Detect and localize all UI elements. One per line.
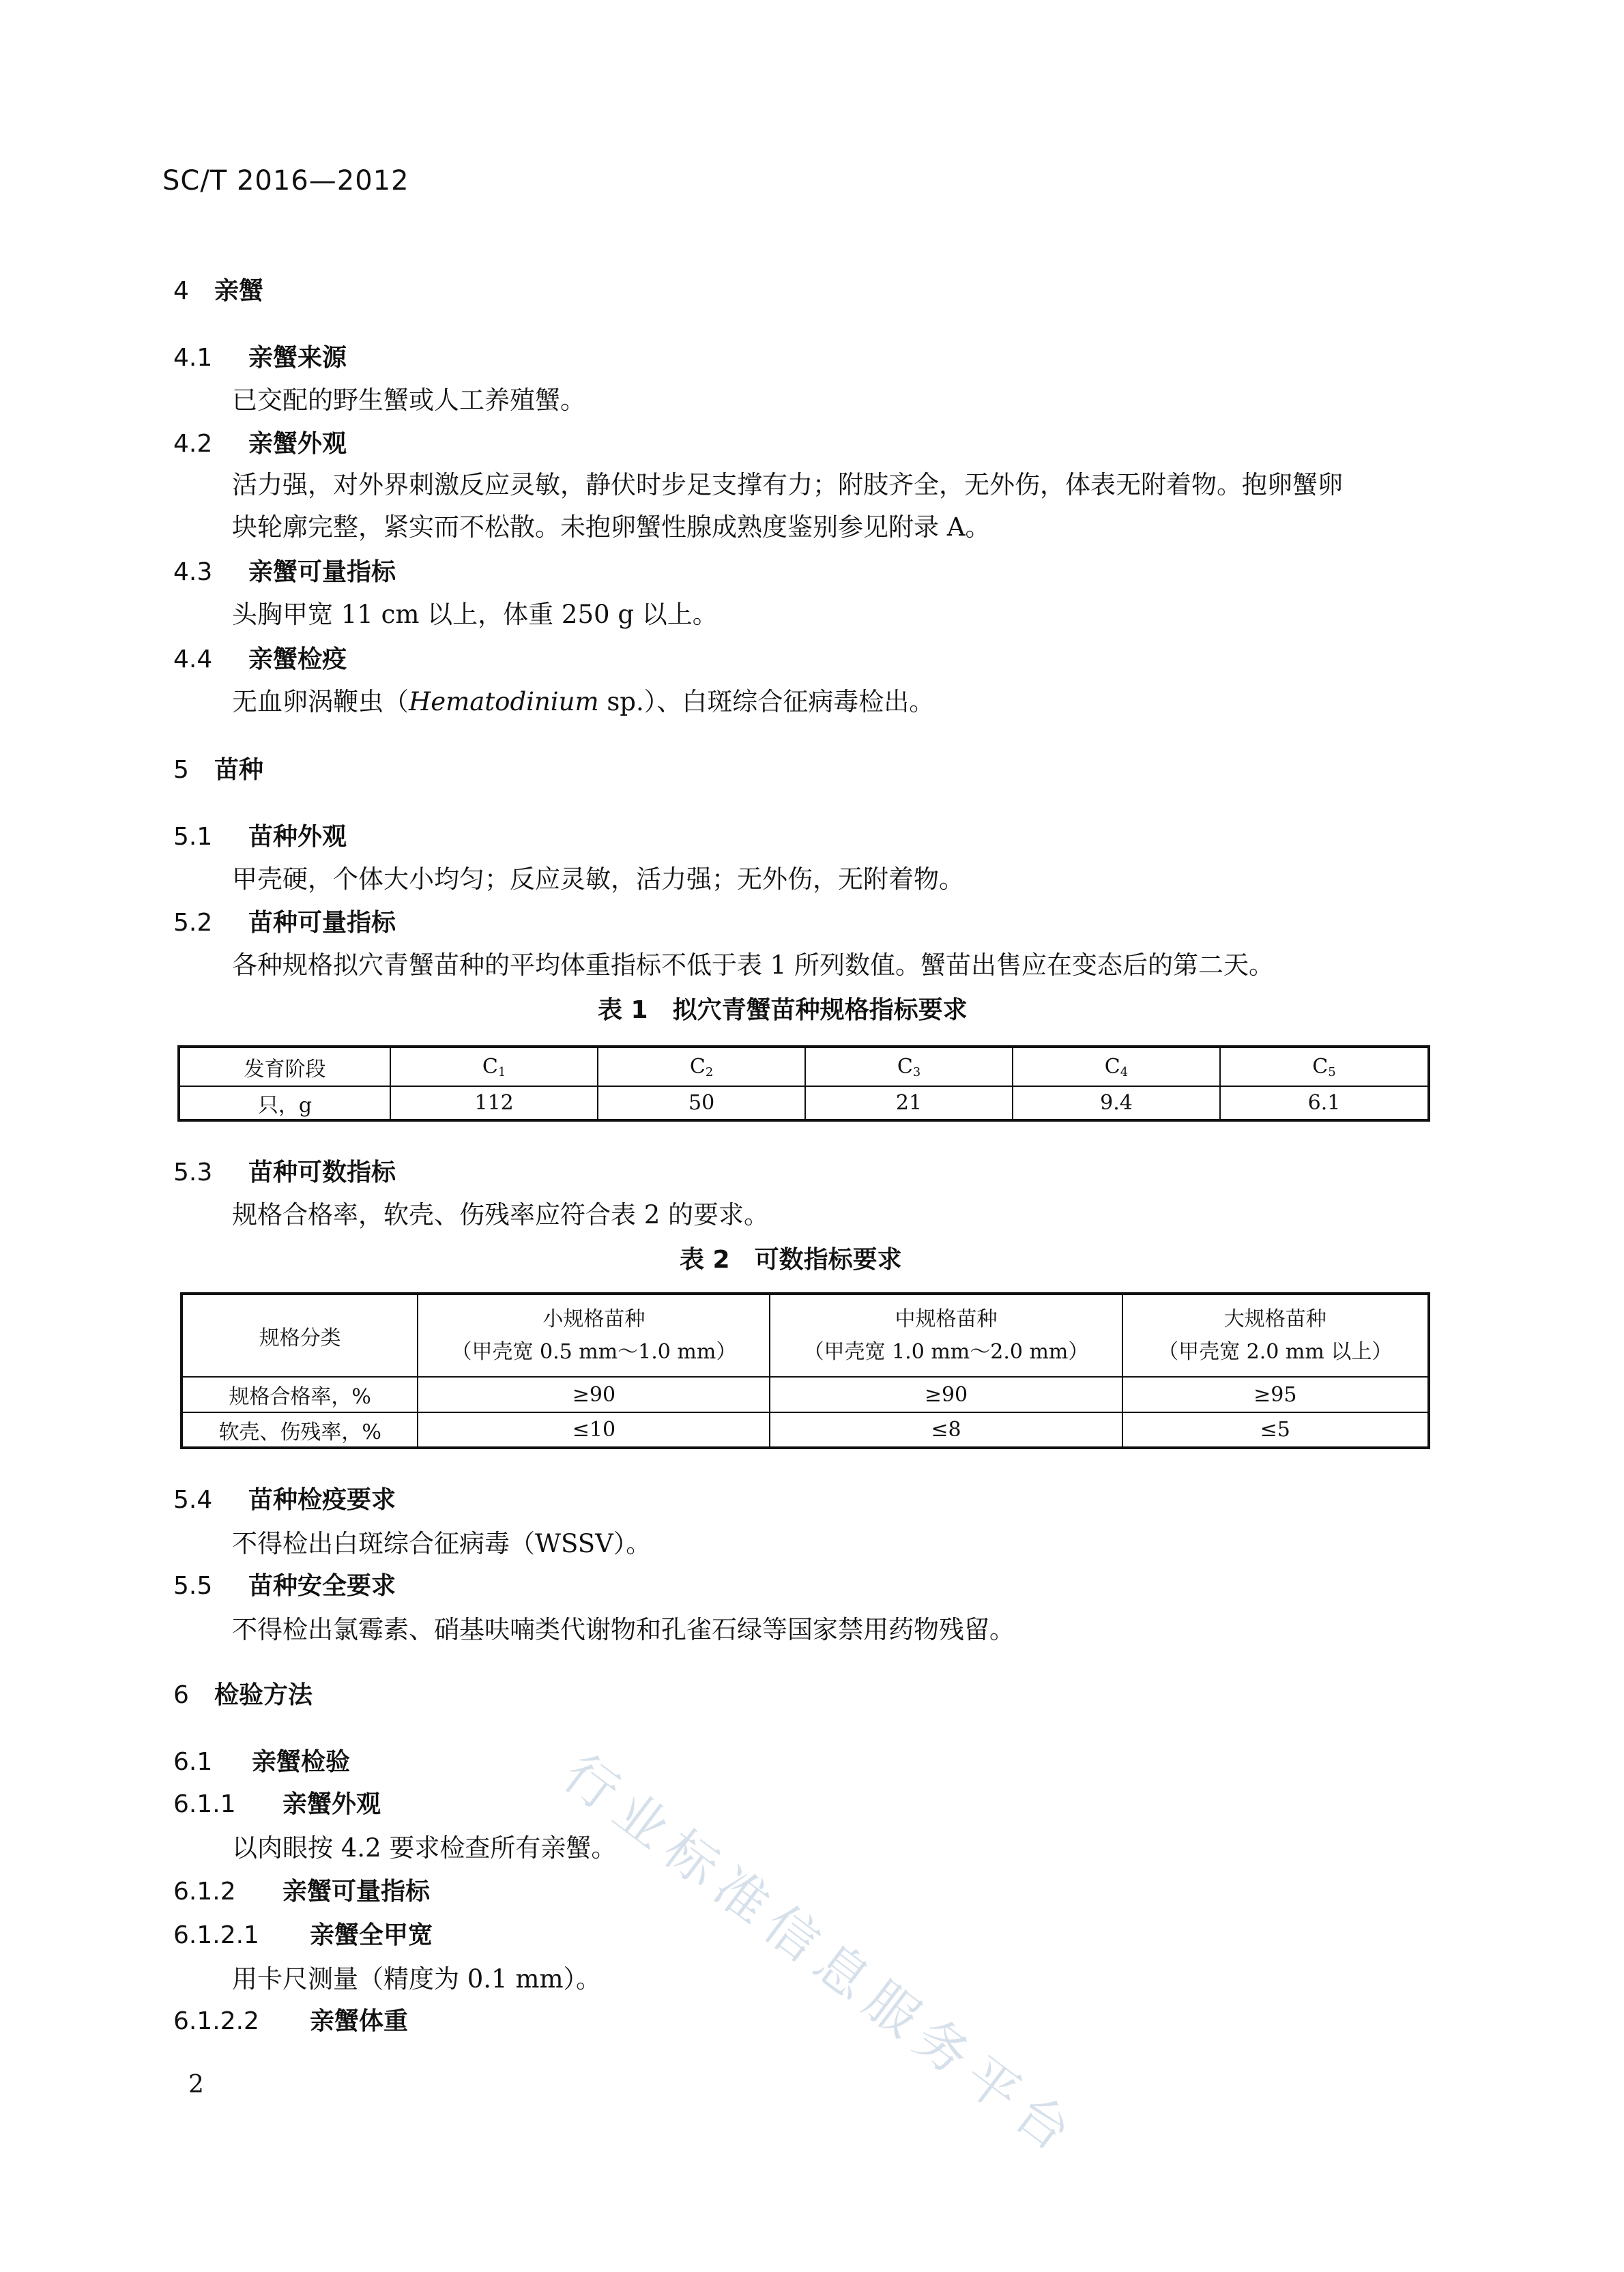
column-range: （甲壳宽 0.5 mm～1.0 mm）: [451, 1339, 737, 1364]
value-cell: 9.4: [1013, 1086, 1220, 1120]
stage-cell: $C_2$: [598, 1047, 805, 1086]
column-header: [1122, 1294, 1429, 1377]
section-number: 5.5: [173, 1572, 213, 1600]
section-5-1-body: 甲壳硬，个体大小均匀；反应灵敏，活力强；无外伤，无附着物。: [232, 864, 964, 894]
section-number: 6: [173, 1681, 189, 1709]
value-cell: 6.1: [1220, 1086, 1429, 1120]
section-title: 亲蟹体重: [310, 2007, 409, 2035]
section-4-1-heading: [173, 338, 347, 373]
column-name: 小规格苗种: [542, 1307, 646, 1331]
section-title: 苗种检疫要求: [248, 1486, 396, 1514]
section-5-5-heading: [173, 1567, 396, 1601]
section-title: 苗种可量指标: [248, 909, 396, 937]
section-5-1-heading: [173, 817, 347, 852]
table-2-caption: 表 2 可数指标要求: [680, 1246, 902, 1274]
value-cell: ≤5: [1122, 1412, 1429, 1448]
section-title: 苗种安全要求: [248, 1572, 396, 1600]
section-title: 检验方法: [214, 1681, 313, 1709]
section-title: 亲蟹可量指标: [248, 558, 396, 586]
section-number: 5: [173, 756, 189, 784]
section-4-4-body: [232, 681, 934, 718]
value-cell: ≥90: [770, 1377, 1122, 1412]
section-number: 6.1.2: [173, 1878, 236, 1906]
section-number: 5.1: [173, 823, 213, 851]
column-range: （甲壳宽 2.0 mm 以上）: [1158, 1339, 1393, 1364]
column-name: 中规格苗种: [895, 1307, 998, 1331]
table-row: [182, 1377, 1429, 1412]
section-title: 亲蟹外观: [248, 430, 347, 458]
section-title: 亲蟹检疫: [248, 645, 347, 673]
stage-cell: $C_4$: [1013, 1047, 1220, 1086]
table-1-row-header: 发育阶段: [179, 1047, 390, 1086]
section-4-2-body-line2: 块轮廓完整，紧实而不松散。未抱卵蟹性腺成熟度鉴别参见附录 A。: [232, 512, 991, 542]
section-number: 5.2: [173, 909, 213, 937]
section-6-1-1-heading: [173, 1785, 381, 1820]
section-number: 4: [173, 277, 189, 305]
species-name: Hematodinium: [409, 687, 599, 716]
column-header: [418, 1294, 770, 1377]
section-6-1-2-2-heading: [173, 2002, 408, 2037]
table-1-row-header: 只，g: [179, 1086, 390, 1120]
section-title: 苗种可数指标: [248, 1159, 396, 1186]
section-title: 亲蟹: [214, 277, 264, 305]
value-cell: ≥90: [418, 1377, 770, 1412]
section-4-2-heading: [173, 424, 347, 459]
section-4-heading: [173, 272, 263, 306]
section-number: 6.1: [173, 1748, 213, 1776]
section-number: 6.1.2.1: [173, 1921, 259, 1949]
section-title: 亲蟹来源: [248, 344, 347, 372]
section-4-4-heading: [173, 640, 347, 675]
table-2-header-row: [182, 1294, 1429, 1377]
section-4-3-body: 头胸甲宽 11 cm 以上，体重 250 g 以上。: [232, 600, 718, 629]
table-1: [177, 1045, 1430, 1122]
section-6-heading: [173, 1676, 313, 1710]
table-1-caption: 表 1 拟穴青蟹苗种规格指标要求: [598, 996, 968, 1024]
section-5-3-heading: [173, 1153, 396, 1188]
page-number: 2: [188, 2071, 204, 2099]
section-6-1-2-1-heading: [173, 1916, 433, 1951]
section-6-1-2-heading: [173, 1872, 430, 1907]
section-5-heading: [173, 751, 263, 785]
table-1-value-row: [179, 1086, 1429, 1120]
section-6-1-1-body: 以肉眼按 4.2 要求检查所有亲蟹。: [232, 1833, 617, 1863]
stage-cell: $C_1$: [390, 1047, 598, 1086]
section-title: 亲蟹可量指标: [282, 1878, 431, 1906]
value-cell: 112: [390, 1086, 598, 1120]
section-4-1-body: 已交配的野生蟹或人工养殖蟹。: [232, 385, 585, 415]
body-text: 无血卵涡鞭虫（: [232, 687, 409, 716]
value-cell: 21: [805, 1086, 1013, 1120]
section-number: 4.3: [173, 558, 213, 586]
section-6-1-2-1-body: 用卡尺测量（精度为 0.1 mm）。: [232, 1964, 602, 1994]
section-title: 亲蟹全甲宽: [310, 1921, 433, 1949]
section-5-3-body: 规格合格率，软壳、伤残率应符合表 2 的要求。: [232, 1200, 770, 1229]
body-text: sp.）、白斑综合征病毒检出。: [598, 687, 935, 716]
column-range: （甲壳宽 1.0 mm～2.0 mm）: [803, 1339, 1089, 1364]
section-title: 苗种外观: [248, 823, 347, 851]
section-5-2-heading: [173, 903, 396, 938]
table-2-corner-header: 规格分类: [182, 1294, 418, 1377]
value-cell: 50: [598, 1086, 805, 1120]
section-5-4-heading: [173, 1481, 396, 1515]
section-4-3-heading: [173, 553, 396, 587]
value-cell: ≤8: [770, 1412, 1122, 1448]
value-cell: ≤10: [418, 1412, 770, 1448]
section-number: 4.2: [173, 430, 213, 458]
table-row: [182, 1412, 1429, 1448]
section-number: 6.1.1: [173, 1790, 236, 1818]
section-number: 4.1: [173, 344, 213, 372]
stage-cell: $C_3$: [805, 1047, 1013, 1086]
column-name: 大规格苗种: [1223, 1307, 1326, 1331]
section-title: 苗种: [214, 756, 264, 784]
table-1-stage-row: [179, 1047, 1429, 1086]
watermark: 行业标准信息服务平台: [552, 1742, 1090, 2169]
table-2: [180, 1292, 1430, 1449]
stage-cell: $C_5$: [1220, 1047, 1429, 1086]
section-title: 亲蟹外观: [282, 1790, 381, 1818]
section-6-1-heading: [173, 1743, 350, 1777]
value-cell: ≥95: [1122, 1377, 1429, 1412]
section-number: 5.3: [173, 1159, 213, 1186]
section-number: 6.1.2.2: [173, 2007, 259, 2035]
section-5-4-body: 不得检出白斑综合征病毒（WSSV）。: [232, 1529, 652, 1558]
section-number: 5.4: [173, 1486, 213, 1514]
standard-number: SC/T 2016—2012: [162, 165, 409, 196]
section-5-2-body: 各种规格拟穴青蟹苗种的平均体重指标不低于表 1 所列数值。蟹苗出售应在变态后的第二天。: [232, 950, 1275, 980]
section-4-2-body-line1: 活力强，对外界刺激反应灵敏，静伏时步足支撑有力；附肢齐全，无外伤，体表无附着物。抱卵蟹卵: [232, 470, 1343, 499]
column-header: [770, 1294, 1122, 1377]
section-number: 4.4: [173, 645, 213, 673]
row-label: 软壳、伤残率，%: [182, 1412, 418, 1448]
section-title: 亲蟹检验: [252, 1748, 351, 1776]
section-5-5-body: 不得检出氯霉素、硝基呋喃类代谢物和孔雀石绿等国家禁用药物残留。: [232, 1615, 1015, 1644]
row-label: 规格合格率，%: [182, 1377, 418, 1412]
